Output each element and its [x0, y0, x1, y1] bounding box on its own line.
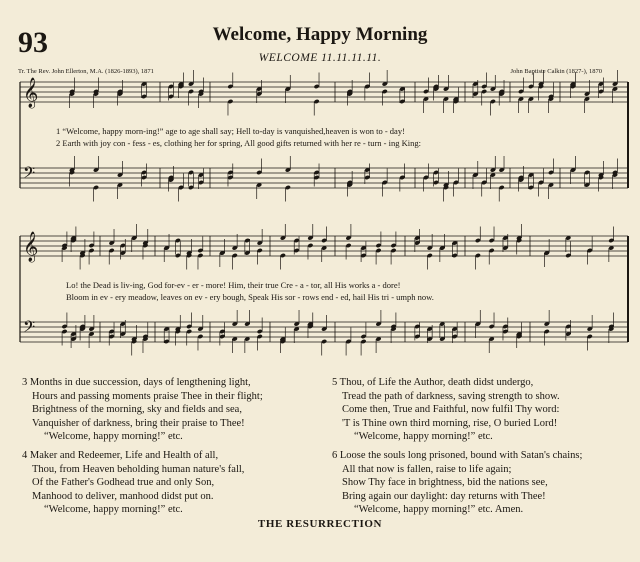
- verse-refrain: “Welcome, happy morning!” etc.: [44, 431, 183, 443]
- verse-line: Show Thy face in brightness, bid the nations see,: [342, 477, 548, 489]
- verse-line: 'T is Thine own third morning, rise, O buried Lord!: [342, 417, 558, 429]
- verse-line: Hours and passing moments praise Thee in their flight;: [32, 390, 263, 402]
- verse-3: [22, 376, 263, 444]
- verse-refrain: “Welcome, happy morning!” etc. Amen.: [354, 504, 524, 516]
- verse-line: 6 Loose the souls long prisoned, bound with Satan's chains;: [332, 450, 583, 461]
- verse-refrain: “Welcome, happy morning!” etc.: [354, 431, 493, 443]
- verse-line: Brightness of the morning, sky and fields and sea,: [32, 404, 242, 416]
- verse-refrain: “Welcome, happy morning!” etc.: [44, 504, 183, 516]
- section-heading: THE RESURRECTION: [257, 518, 383, 530]
- verse-line: Tread the path of darkness, saving strength to show.: [342, 390, 560, 402]
- verse-line: All that now is fallen, raise to life again;: [342, 463, 512, 475]
- lyric-line-verse1-system2: Lo! the Dead is liv-ing, God for-ev - er - more! Him, their true Cre - a - tor, all His works a - dore!: [66, 280, 401, 290]
- bass-clef-icon: 𝄢: [23, 318, 36, 340]
- verse-line: Bring again our daylight: day returns with Thee!: [342, 490, 546, 502]
- verse-5: [332, 376, 560, 444]
- lyric-line-verse1-system1: 1 “Welcome, happy morn-ing!” age to age shall say; Hell to-day is vanquished,heaven is won to - day!: [56, 126, 405, 136]
- lyric-line-verse2-system1: 2 Earth with joy con - fess - es, clothing her for spring, All good gifts returned with her re - turn - ing King:: [56, 138, 421, 148]
- treble-clef-icon: 𝄞: [23, 78, 39, 108]
- translator-credit: Tr. The Rev. John Ellerton, M.A. (1826-1893), 1871: [18, 68, 154, 75]
- hymn-title: Welcome, Happy Morning: [212, 24, 428, 45]
- verse-line: 4 Maker and Redeemer, Life and Health of all,: [22, 450, 219, 461]
- verse-line: 3 Months in due succession, days of lengthening light,: [22, 377, 251, 388]
- verse-line: 5 Thou, of Life the Author, death didst undergo,: [332, 377, 534, 388]
- lyric-line-verse2-system2: Bloom in ev - ery meadow, leaves on ev - ery bough, Speak His sor - rows end - ed, hail His tri - umph now.: [66, 292, 434, 302]
- verse-line: Of the Father's Godhead true and only Son,: [32, 477, 215, 489]
- verse-4: [22, 449, 244, 517]
- verse-line: Vanquisher of darkness, bring their praise to Thee!: [32, 417, 245, 429]
- verse-line: Manhood to deliver, manhood didst put on.: [32, 490, 214, 502]
- verse-line: Come then, True and Faithful, now fulfil Thy word:: [342, 404, 560, 416]
- tune-name: WELCOME 11.11.11.11.: [258, 52, 382, 64]
- verse-6: [332, 449, 582, 517]
- verse-line: Thou, from Heaven beholding human nature's fall,: [32, 463, 245, 475]
- composer-credit: John Baptiste Calkin (1827-), 1870: [510, 68, 602, 75]
- hymn-number: 93: [18, 26, 48, 59]
- bass-clef-icon: 𝄢: [23, 164, 36, 186]
- treble-clef-icon: 𝄞: [23, 232, 39, 262]
